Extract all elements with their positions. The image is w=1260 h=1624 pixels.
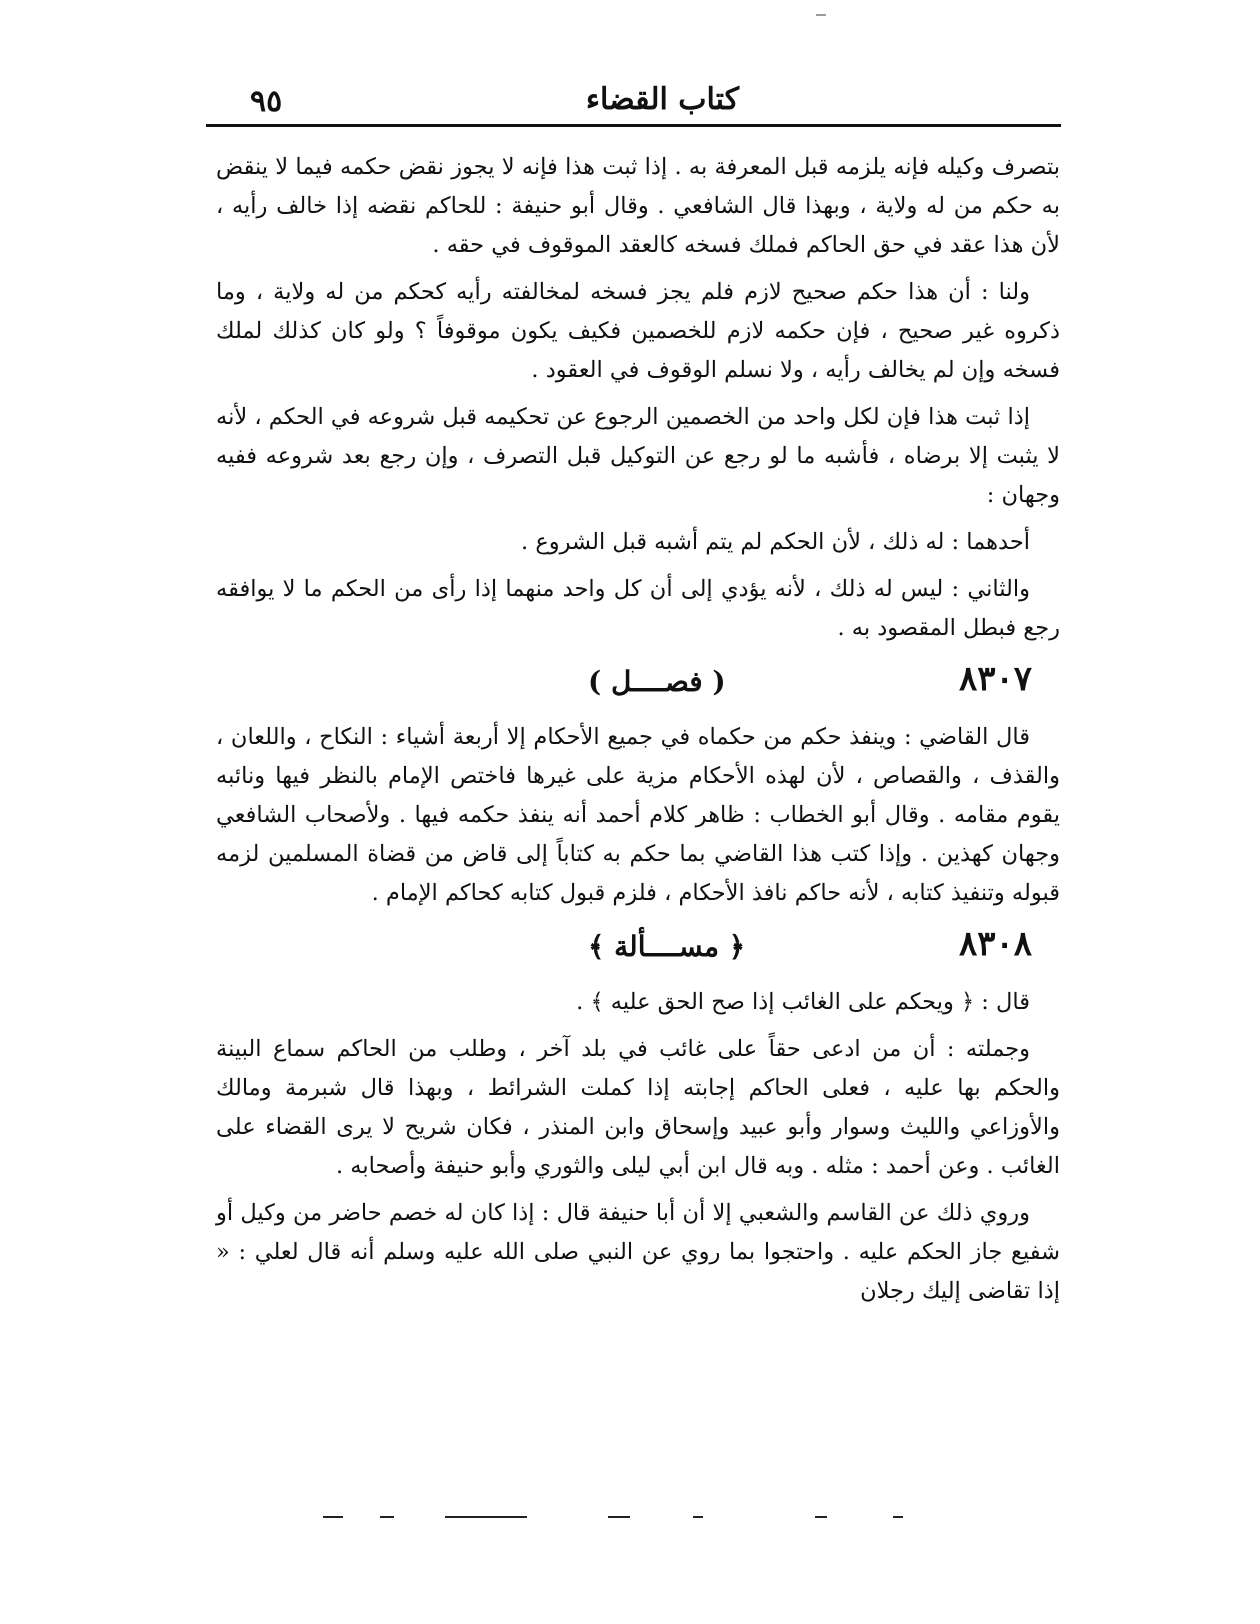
scan-footer-marks [0,1516,1260,1536]
footer-mark [445,1516,527,1518]
section-heading-8307 [216,656,1060,714]
footer-mark [693,1516,703,1518]
paragraph: قال القاضي : وينفذ حكم من حكماه في جميع الأحكام إلا أربعة أشياء : النكاح ، واللعان ، والقذف ، والقصاص ، لأن لهذه الأحكام مزية على غيرها فاختص الإمام بالنظر فيها ونائبه يقوم مقامه . وقال أبو الخطاب : ظاهر كلام أحمد أنه ينفذ حكمه فيها . ولأصحاب الشافعي وجهان كهذين . وإذا كتب هذا القاضي بما حكم به كتاباً إلى قاض من قضاة المسلمين لزمه قبوله وتنفيذ كتابه ، لأنه حاكم نافذ الأحكام ، فلزم قبول كتابه كحاكم الإمام . [216,724,1060,906]
paragraph: وجملته : أن من ادعى حقاً على غائب في بلد آخر ، وطلب من الحاكم سماع البينة والحكم بها عليه ، فعلى الحاكم إجابته إذا كملت الشرائط ، وبهذا قال شبرمة ومالك والأوزاعي والليث وسوار وأبو عبيد وإسحاق وابن المنذر ، فكان شريح لا يرى القضاء على الغائب . وعن أحمد : مثله . وبه قال ابن أبي ليلى والثوري وأبو حنيفة وأصحابه . [216,1036,1060,1179]
footer-mark [323,1516,343,1518]
paragraph: أحدهما : له ذلك ، لأن الحكم لم يتم أشبه قبل الشروع . [521,529,1030,555]
section-title: ﴿ مســــألة ﴾ [588,930,746,963]
footer-mark [608,1516,630,1518]
page-number: ٩٥ [250,84,283,119]
scan-mark [816,14,826,16]
paragraph: إذا ثبت هذا فإن لكل واحد من الخصمين الرجوع عن تحكيمه قبل شروعه في الحكم ، لأنه لا يثبت إلا برضاه ، فأشبه ما لو رجع عن التوكيل قبل التصرف ، وإن رجع بعد شروعه ففيه وجهان : [216,404,1060,508]
paragraph: قال : ﴿ ويحكم على الغائب إذا صح الحق عليه ﴾ . [576,989,1030,1015]
page-header [206,82,1061,127]
footer-mark [893,1516,903,1518]
paragraph: والثاني : ليس له ذلك ، لأنه يؤدي إلى أن كل واحد منهما إذا رأى من الحكم ما لا يوافقه رجع فبطل المقصود به . [216,576,1060,641]
footer-mark [380,1516,394,1518]
paragraph-continuation: بتصرف وكيله فإنه يلزمه قبل المعرفة به . إذا ثبت هذا فإنه لا يجوز نقض حكمه فيما لا ينقض به حكم من له ولاية ، وبهذا قال الشافعي . وقال أبو حنيفة : للحاكم نقضه إذا خالف رأيه ، لأن هذا عقد في حق الحاكم فملك فسخه كالعقد الموقوف في حقه . [216,154,1060,258]
section-number: ٨٣٠٧ [958,659,1032,699]
section-title: ( فصــــل ) [588,665,726,698]
paragraph: ولنا : أن هذا حكم صحيح لازم فلم يجز فسخه لمخالفته رأيه كحكم من له ولاية ، وما ذكروه غير صحيح ، فإن حكمه لازم للخصمين فكيف يكون موقوفاً ؟ ولو كان كذلك لملك فسخه وإن لم يخالف رأيه ، ولا نسلم الوقوف في العقود . [216,279,1060,383]
section-number: ٨٣٠٨ [958,924,1032,964]
running-title: كتاب القضاء [585,82,739,117]
section-heading-8308 [216,921,1060,979]
body-text [216,148,1060,1319]
paragraph: وروي ذلك عن القاسم والشعبي إلا أن أبا حنيفة قال : إذا كان له خصم حاضر من وكيل أو شفيع جاز الحكم عليه . واحتجوا بما روي عن النبي صلى الله عليه وسلم أنه قال لعلي : « إذا تقاضى إليك رجلان [216,1200,1060,1304]
footer-mark [815,1516,827,1518]
